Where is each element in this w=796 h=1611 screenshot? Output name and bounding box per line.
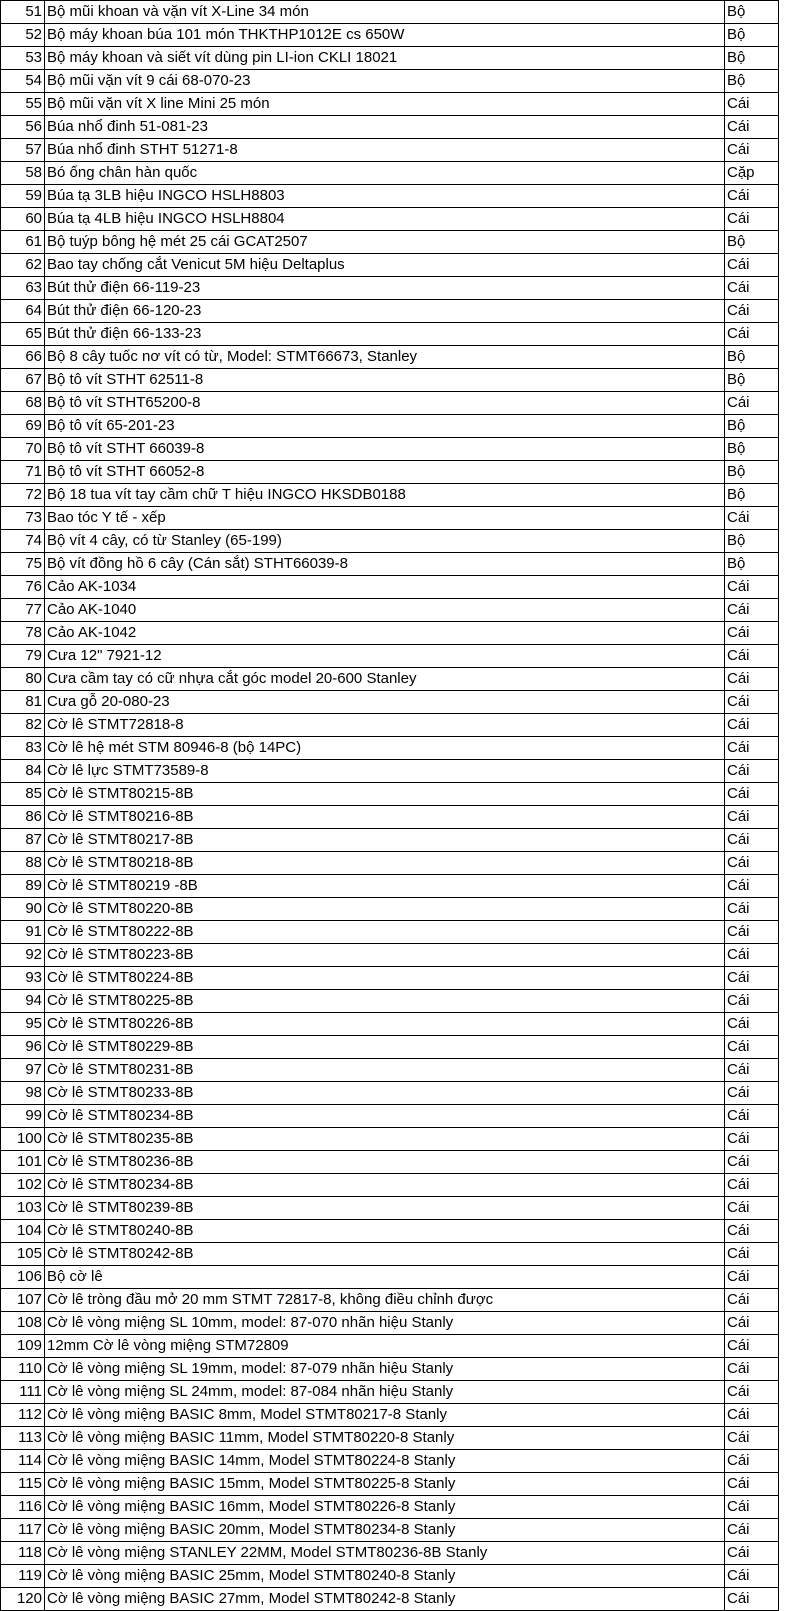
table-row (1, 484, 779, 507)
unit-cell: Cái (725, 576, 779, 599)
unit-cell: Cái (725, 944, 779, 967)
item-name-cell: Cảo AK-1040 (45, 599, 725, 622)
table-row (1, 300, 779, 323)
row-number-cell: 105 (1, 1243, 45, 1266)
table-row (1, 645, 779, 668)
unit-cell: Cái (725, 1381, 779, 1404)
unit-cell: Bộ (725, 231, 779, 254)
row-number-cell: 114 (1, 1450, 45, 1473)
item-name-cell: Cờ lê STMT80219 -8B (45, 875, 725, 898)
table-row (1, 277, 779, 300)
item-name-cell: Cờ lê STMT80226-8B (45, 1013, 725, 1036)
item-name-cell: Cờ lê STMT80235-8B (45, 1128, 725, 1151)
table-row (1, 898, 779, 921)
item-name-cell: Bó ống chân hàn quốc (45, 162, 725, 185)
unit-cell: Cái (725, 1082, 779, 1105)
row-number-cell: 117 (1, 1519, 45, 1542)
item-name-cell: Bộ mũi khoan và vặn vít X-Line 34 món (45, 1, 725, 24)
item-name-cell: 12mm Cờ lê vòng miệng STM72809 (45, 1335, 725, 1358)
table-row (1, 139, 779, 162)
row-number-cell: 55 (1, 93, 45, 116)
table-row (1, 185, 779, 208)
row-number-cell: 70 (1, 438, 45, 461)
item-name-cell: Bộ mũi vặn vít 9 cái 68-070-23 (45, 70, 725, 93)
unit-cell: Bộ (725, 24, 779, 47)
row-number-cell: 66 (1, 346, 45, 369)
item-name-cell: Cờ lê vòng miệng SL 19mm, model: 87-079 nhãn hiệu Stanly (45, 1358, 725, 1381)
unit-cell: Cái (725, 622, 779, 645)
table-row (1, 1519, 779, 1542)
unit-cell: Cái (725, 507, 779, 530)
unit-cell: Cái (725, 1542, 779, 1565)
unit-cell: Cái (725, 1427, 779, 1450)
table-row (1, 1427, 779, 1450)
row-number-cell: 116 (1, 1496, 45, 1519)
unit-cell: Cái (725, 714, 779, 737)
item-name-cell: Cờ lê STMT80233-8B (45, 1082, 725, 1105)
item-name-cell: Cờ lê vòng miệng STANLEY 22MM, Model STMT80236-8B Stanly (45, 1542, 725, 1565)
table-row (1, 1358, 779, 1381)
table-body (1, 1, 779, 1611)
row-number-cell: 64 (1, 300, 45, 323)
row-number-cell: 104 (1, 1220, 45, 1243)
table-row (1, 1289, 779, 1312)
item-name-cell: Bộ vít đồng hồ 6 cây (Cán sắt) STHT66039-8 (45, 553, 725, 576)
unit-cell: Cái (725, 1312, 779, 1335)
item-name-cell: Cờ lê vòng miệng SL 10mm, model: 87-070 nhãn hiệu Stanly (45, 1312, 725, 1335)
table-row (1, 254, 779, 277)
item-name-cell: Bút thử điện 66-119-23 (45, 277, 725, 300)
table-row (1, 1151, 779, 1174)
item-name-cell: Cờ lê STMT80229-8B (45, 1036, 725, 1059)
table-row (1, 714, 779, 737)
unit-cell: Bộ (725, 70, 779, 93)
row-number-cell: 92 (1, 944, 45, 967)
item-name-cell: Cưa cầm tay có cữ nhựa cắt góc model 20-600 Stanley (45, 668, 725, 691)
row-number-cell: 113 (1, 1427, 45, 1450)
row-number-cell: 60 (1, 208, 45, 231)
table-row (1, 852, 779, 875)
item-name-cell: Cờ lê STMT80225-8B (45, 990, 725, 1013)
table-row (1, 1243, 779, 1266)
table-row (1, 783, 779, 806)
row-number-cell: 71 (1, 461, 45, 484)
item-name-cell: Cờ lê STMT80215-8B (45, 783, 725, 806)
row-number-cell: 53 (1, 47, 45, 70)
row-number-cell: 93 (1, 967, 45, 990)
unit-cell: Cái (725, 1473, 779, 1496)
item-name-cell: Cờ lê STMT80222-8B (45, 921, 725, 944)
unit-cell: Bộ (725, 47, 779, 70)
table-row (1, 369, 779, 392)
row-number-cell: 84 (1, 760, 45, 783)
unit-cell: Cái (725, 1174, 779, 1197)
item-name-cell: Cờ lê STMT80223-8B (45, 944, 725, 967)
unit-cell: Cái (725, 990, 779, 1013)
table-row (1, 415, 779, 438)
row-number-cell: 67 (1, 369, 45, 392)
row-number-cell: 59 (1, 185, 45, 208)
table-row (1, 346, 779, 369)
row-number-cell: 119 (1, 1565, 45, 1588)
unit-cell: Bộ (725, 1, 779, 24)
row-number-cell: 91 (1, 921, 45, 944)
item-name-cell: Cờ lê STMT80231-8B (45, 1059, 725, 1082)
table-row (1, 47, 779, 70)
table-row (1, 1588, 779, 1611)
item-name-cell: Cờ lê vòng miệng BASIC 15mm, Model STMT80225-8 Stanly (45, 1473, 725, 1496)
item-name-cell: Cờ lê STMT80220-8B (45, 898, 725, 921)
table-row (1, 829, 779, 852)
unit-cell: Cái (725, 185, 779, 208)
unit-cell: Cái (725, 806, 779, 829)
table-row (1, 1404, 779, 1427)
unit-cell: Bộ (725, 369, 779, 392)
table-row (1, 438, 779, 461)
unit-cell: Cái (725, 208, 779, 231)
table-row (1, 231, 779, 254)
table-row (1, 553, 779, 576)
table-row (1, 1496, 779, 1519)
unit-cell: Cái (725, 1335, 779, 1358)
unit-cell: Cái (725, 1358, 779, 1381)
table-row (1, 737, 779, 760)
item-name-cell: Bộ mũi vặn vít X line Mini 25 món (45, 93, 725, 116)
unit-cell: Bộ (725, 484, 779, 507)
item-name-cell: Cờ lê lực STMT73589-8 (45, 760, 725, 783)
item-name-cell: Bộ tô vít 65-201-23 (45, 415, 725, 438)
unit-cell: Cái (725, 277, 779, 300)
table-row (1, 1, 779, 24)
item-name-cell: Búa tạ 3LB hiệu INGCO HSLH8803 (45, 185, 725, 208)
item-name-cell: Cờ lê STMT80239-8B (45, 1197, 725, 1220)
table-row (1, 116, 779, 139)
item-name-cell: Cờ lê vòng miệng BASIC 16mm, Model STMT80226-8 Stanly (45, 1496, 725, 1519)
unit-cell: Cái (725, 300, 779, 323)
unit-cell: Cái (725, 1588, 779, 1611)
row-number-cell: 111 (1, 1381, 45, 1404)
row-number-cell: 82 (1, 714, 45, 737)
unit-cell: Cặp (725, 162, 779, 185)
item-name-cell: Cờ lê STMT80218-8B (45, 852, 725, 875)
unit-cell: Cái (725, 668, 779, 691)
unit-cell: Cái (725, 829, 779, 852)
unit-cell: Cái (725, 1404, 779, 1427)
row-number-cell: 52 (1, 24, 45, 47)
item-name-cell: Cờ lê STMT80217-8B (45, 829, 725, 852)
table-row (1, 1128, 779, 1151)
item-name-cell: Bộ tuýp bông hệ mét 25 cái GCAT2507 (45, 231, 725, 254)
unit-cell: Cái (725, 116, 779, 139)
table-row (1, 162, 779, 185)
row-number-cell: 69 (1, 415, 45, 438)
row-number-cell: 81 (1, 691, 45, 714)
unit-cell: Cái (725, 783, 779, 806)
item-name-cell: Cưa gỗ 20-080-23 (45, 691, 725, 714)
row-number-cell: 65 (1, 323, 45, 346)
table-row (1, 70, 779, 93)
table-row (1, 622, 779, 645)
item-name-cell: Cờ lê vòng miệng SL 24mm, model: 87-084 nhãn hiệu Stanly (45, 1381, 725, 1404)
item-name-cell: Bộ tô vít STHT65200-8 (45, 392, 725, 415)
item-name-cell: Cảo AK-1034 (45, 576, 725, 599)
row-number-cell: 78 (1, 622, 45, 645)
item-name-cell: Cờ lê vòng miệng BASIC 20mm, Model STMT80234-8 Stanly (45, 1519, 725, 1542)
table-row (1, 1266, 779, 1289)
row-number-cell: 85 (1, 783, 45, 806)
unit-cell: Cái (725, 139, 779, 162)
item-name-cell: Búa nhổ đinh STHT 51271-8 (45, 139, 725, 162)
table-row (1, 461, 779, 484)
item-name-cell: Bộ cờ lê (45, 1266, 725, 1289)
table-row (1, 599, 779, 622)
table-row (1, 1450, 779, 1473)
row-number-cell: 74 (1, 530, 45, 553)
unit-cell: Cái (725, 760, 779, 783)
row-number-cell: 75 (1, 553, 45, 576)
item-name-cell: Cờ lê vòng miệng BASIC 8mm, Model STMT80217-8 Stanly (45, 1404, 725, 1427)
table-row (1, 323, 779, 346)
item-name-cell: Cưa 12" 7921-12 (45, 645, 725, 668)
row-number-cell: 108 (1, 1312, 45, 1335)
row-number-cell: 88 (1, 852, 45, 875)
table-row (1, 1381, 779, 1404)
unit-cell: Cái (725, 1059, 779, 1082)
table-row (1, 1105, 779, 1128)
unit-cell: Cái (725, 1496, 779, 1519)
row-number-cell: 63 (1, 277, 45, 300)
unit-cell: Cái (725, 1013, 779, 1036)
unit-cell: Bộ (725, 438, 779, 461)
table-row (1, 760, 779, 783)
unit-cell: Cái (725, 93, 779, 116)
row-number-cell: 96 (1, 1036, 45, 1059)
table-row (1, 530, 779, 553)
item-name-cell: Cờ lê STMT80234-8B (45, 1174, 725, 1197)
unit-cell: Cái (725, 1266, 779, 1289)
table-row (1, 507, 779, 530)
row-number-cell: 76 (1, 576, 45, 599)
item-name-cell: Bộ vít 4 cây, có từ Stanley (65-199) (45, 530, 725, 553)
item-name-cell: Bút thử điện 66-133-23 (45, 323, 725, 346)
unit-cell: Cái (725, 875, 779, 898)
table-row (1, 1335, 779, 1358)
table-row (1, 1197, 779, 1220)
row-number-cell: 107 (1, 1289, 45, 1312)
row-number-cell: 58 (1, 162, 45, 185)
unit-cell: Cái (725, 898, 779, 921)
table-row (1, 990, 779, 1013)
item-name-cell: Cờ lê STMT80216-8B (45, 806, 725, 829)
table-row (1, 921, 779, 944)
table-row (1, 691, 779, 714)
row-number-cell: 102 (1, 1174, 45, 1197)
table-row (1, 392, 779, 415)
item-name-cell: Cờ lê STMT72818-8 (45, 714, 725, 737)
row-number-cell: 90 (1, 898, 45, 921)
table-row (1, 967, 779, 990)
item-name-cell: Cờ lê tròng đầu mở 20 mm STMT 72817-8, không điều chỉnh được (45, 1289, 725, 1312)
row-number-cell: 94 (1, 990, 45, 1013)
item-name-cell: Cảo AK-1042 (45, 622, 725, 645)
unit-cell: Cái (725, 1289, 779, 1312)
item-name-cell: Búa tạ 4LB hiệu INGCO HSLH8804 (45, 208, 725, 231)
row-number-cell: 57 (1, 139, 45, 162)
table-row (1, 1082, 779, 1105)
unit-cell: Cái (725, 737, 779, 760)
table-row (1, 1312, 779, 1335)
unit-cell: Bộ (725, 415, 779, 438)
table-row (1, 1473, 779, 1496)
row-number-cell: 77 (1, 599, 45, 622)
row-number-cell: 118 (1, 1542, 45, 1565)
item-name-cell: Bao tay chống cắt Venicut 5M hiệu Deltaplus (45, 254, 725, 277)
unit-cell: Cái (725, 1519, 779, 1542)
unit-cell: Cái (725, 1243, 779, 1266)
row-number-cell: 61 (1, 231, 45, 254)
unit-cell: Cái (725, 1197, 779, 1220)
row-number-cell: 98 (1, 1082, 45, 1105)
item-name-cell: Bao tóc Y tế - xếp (45, 507, 725, 530)
row-number-cell: 99 (1, 1105, 45, 1128)
row-number-cell: 80 (1, 668, 45, 691)
item-name-cell: Cờ lê hệ mét STM 80946-8 (bộ 14PC) (45, 737, 725, 760)
row-number-cell: 51 (1, 1, 45, 24)
row-number-cell: 72 (1, 484, 45, 507)
row-number-cell: 79 (1, 645, 45, 668)
table-row (1, 1036, 779, 1059)
table-row (1, 1220, 779, 1243)
row-number-cell: 73 (1, 507, 45, 530)
row-number-cell: 86 (1, 806, 45, 829)
item-name-cell: Bộ máy khoan búa 101 món THKTHP1012E cs 650W (45, 24, 725, 47)
unit-cell: Cái (725, 1450, 779, 1473)
item-name-cell: Bộ tô vít STHT 66052-8 (45, 461, 725, 484)
item-name-cell: Cờ lê STMT80240-8B (45, 1220, 725, 1243)
item-name-cell: Bộ 18 tua vít tay cầm chữ T hiệu INGCO HKSDB0188 (45, 484, 725, 507)
unit-cell: Bộ (725, 553, 779, 576)
unit-cell: Bộ (725, 461, 779, 484)
item-name-cell: Bộ tô vít STHT 62511-8 (45, 369, 725, 392)
row-number-cell: 110 (1, 1358, 45, 1381)
unit-cell: Cái (725, 323, 779, 346)
item-name-cell: Cờ lê STMT80234-8B (45, 1105, 725, 1128)
row-number-cell: 68 (1, 392, 45, 415)
row-number-cell: 100 (1, 1128, 45, 1151)
row-number-cell: 109 (1, 1335, 45, 1358)
unit-cell: Cái (725, 1220, 779, 1243)
row-number-cell: 97 (1, 1059, 45, 1082)
unit-cell: Cái (725, 1151, 779, 1174)
unit-cell: Bộ (725, 346, 779, 369)
item-name-cell: Bút thử điện 66-120-23 (45, 300, 725, 323)
row-number-cell: 103 (1, 1197, 45, 1220)
unit-cell: Cái (725, 1105, 779, 1128)
table-row (1, 208, 779, 231)
item-name-cell: Bộ máy khoan và siết vít dùng pin LI-ion CKLI 18021 (45, 47, 725, 70)
item-name-cell: Cờ lê vòng miệng BASIC 27mm, Model STMT80242-8 Stanly (45, 1588, 725, 1611)
row-number-cell: 83 (1, 737, 45, 760)
row-number-cell: 56 (1, 116, 45, 139)
table-row (1, 24, 779, 47)
table-row (1, 1174, 779, 1197)
table-row (1, 875, 779, 898)
item-name-cell: Bộ tô vít STHT 66039-8 (45, 438, 725, 461)
unit-cell: Cái (725, 645, 779, 668)
row-number-cell: 87 (1, 829, 45, 852)
unit-cell: Bộ (725, 530, 779, 553)
unit-cell: Cái (725, 1036, 779, 1059)
item-name-cell: Cờ lê STMT80224-8B (45, 967, 725, 990)
unit-cell: Cái (725, 392, 779, 415)
table-row (1, 1013, 779, 1036)
row-number-cell: 89 (1, 875, 45, 898)
unit-cell: Cái (725, 921, 779, 944)
table-row (1, 944, 779, 967)
row-number-cell: 62 (1, 254, 45, 277)
unit-cell: Cái (725, 1128, 779, 1151)
item-name-cell: Cờ lê STMT80242-8B (45, 1243, 725, 1266)
unit-cell: Cái (725, 1565, 779, 1588)
row-number-cell: 95 (1, 1013, 45, 1036)
unit-cell: Cái (725, 852, 779, 875)
unit-cell: Cái (725, 254, 779, 277)
row-number-cell: 106 (1, 1266, 45, 1289)
table-row (1, 576, 779, 599)
unit-cell: Cái (725, 691, 779, 714)
unit-cell: Cái (725, 967, 779, 990)
row-number-cell: 54 (1, 70, 45, 93)
table-row (1, 1565, 779, 1588)
table-row (1, 1059, 779, 1082)
item-name-cell: Cờ lê STMT80236-8B (45, 1151, 725, 1174)
row-number-cell: 120 (1, 1588, 45, 1611)
table-row (1, 1542, 779, 1565)
table-row (1, 93, 779, 116)
item-name-cell: Cờ lê vòng miệng BASIC 11mm, Model STMT80220-8 Stanly (45, 1427, 725, 1450)
row-number-cell: 112 (1, 1404, 45, 1427)
unit-cell: Cái (725, 599, 779, 622)
table-row (1, 806, 779, 829)
table-row (1, 668, 779, 691)
item-name-cell: Búa nhổ đinh 51-081-23 (45, 116, 725, 139)
item-name-cell: Bộ 8 cây tuốc nơ vít có từ, Model: STMT66673, Stanley (45, 346, 725, 369)
row-number-cell: 101 (1, 1151, 45, 1174)
item-name-cell: Cờ lê vòng miệng BASIC 14mm, Model STMT80224-8 Stanly (45, 1450, 725, 1473)
item-name-cell: Cờ lê vòng miệng BASIC 25mm, Model STMT80240-8 Stanly (45, 1565, 725, 1588)
row-number-cell: 115 (1, 1473, 45, 1496)
